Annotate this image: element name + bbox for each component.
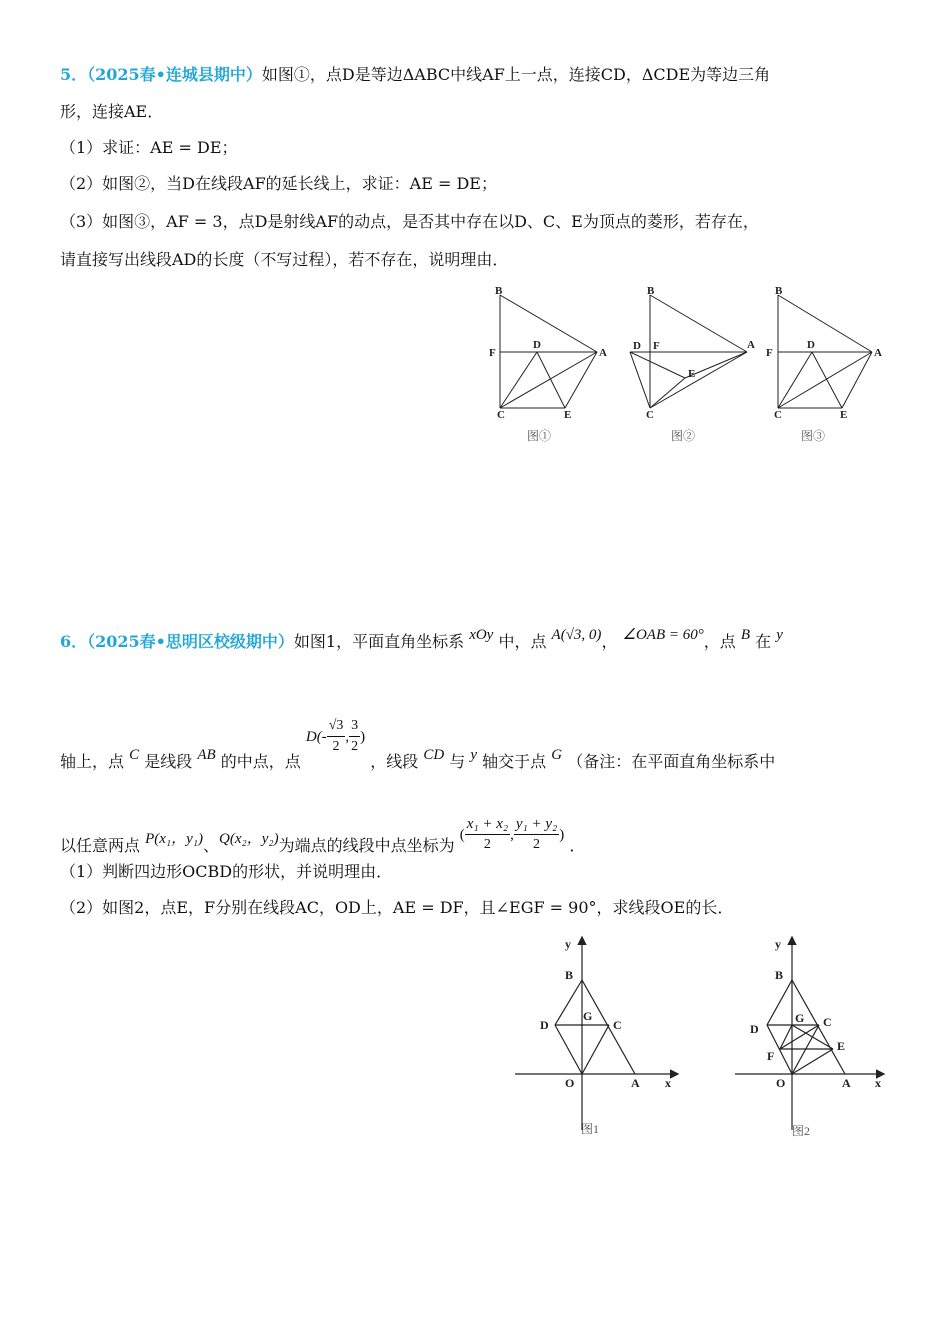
q6-point-g: G — [551, 747, 563, 763]
q6-stem-2f: 轴交于点 — [482, 752, 547, 771]
frac-den: 2 — [533, 837, 541, 852]
frac-num: 3 — [349, 716, 360, 737]
q5-fig1-caption: 图① — [527, 429, 552, 443]
q5-figures — [485, 280, 895, 450]
q6-number: 6． — [60, 632, 88, 651]
frac-num: x₁ + x₂ — [465, 814, 510, 835]
label-C: C — [823, 1015, 832, 1029]
q5-fig3-diagram — [778, 295, 872, 408]
q5-stem-1: 如图①，点D是等边ΔABC中线AF上一点，连接CD，ΔCDE为等边三角 — [261, 65, 771, 84]
q6-fig1-caption: 图1 — [581, 1122, 600, 1136]
q6-segment-cd: CD — [423, 747, 445, 763]
label-A: A — [842, 1076, 851, 1090]
q6-stem-3b: 、 — [203, 836, 220, 855]
q5-part-3a: （3）如图③，AF = 3，点D是射线AF的动点，是否其中存在以D、C、E为顶点的菱形，若存在， — [60, 212, 759, 231]
q5-source: （2025春•连城县期中） — [87, 65, 262, 84]
label-B: B — [565, 968, 574, 982]
label-C: C — [497, 409, 505, 421]
q5-line1 — [60, 65, 770, 85]
q6-stem-2b: 是线段 — [144, 752, 193, 771]
q6-stem-1d: 在 — [755, 632, 772, 651]
label-B: B — [775, 968, 784, 982]
q6-source: （2025春•思明区校级期中） — [87, 632, 294, 651]
q5-number: 5． — [60, 65, 88, 84]
q6-point-d-x-frac — [327, 716, 346, 757]
label-y: y — [775, 937, 781, 951]
label-E: E — [564, 409, 572, 421]
q6-point-b: B — [740, 627, 751, 643]
label-C: C — [774, 409, 782, 421]
label-A: A — [874, 347, 882, 359]
q5-fig2-labels — [633, 285, 755, 443]
label-B: B — [775, 285, 783, 297]
label-D: D — [750, 1022, 759, 1036]
label-E: E — [837, 1039, 846, 1053]
q6-line2 — [60, 718, 776, 783]
q6-fig1-labels — [540, 937, 671, 1136]
label-O: O — [565, 1076, 575, 1090]
label-D: D — [807, 339, 815, 351]
label-F: F — [653, 340, 660, 352]
q6-y-axis-2: y — [470, 747, 478, 763]
q5-fig3-labels — [766, 285, 882, 443]
q6-fig2-labels — [750, 937, 881, 1138]
q6-point-p: P(x₁，y₁) — [145, 831, 204, 847]
q6-point-c: C — [129, 747, 140, 763]
q6-stem-2a: 轴上，点 — [60, 752, 125, 771]
q6-point-d-y-frac — [349, 716, 360, 757]
label-B: B — [495, 285, 503, 297]
label-D: D — [540, 1018, 549, 1032]
q6-part-2: （2）如图2，点E，F分别在线段AC，OD上，AE = DF，且∠EGF = 90°，求线段OE的长． — [60, 898, 734, 917]
frac-den: 2 — [483, 837, 491, 852]
label-E: E — [840, 409, 848, 421]
q6-stem-1c: ，点 — [703, 632, 736, 651]
q5-fig2-caption: 图② — [671, 429, 696, 443]
label-y: y — [565, 937, 571, 951]
q5-stem-2: 形，连接AE． — [60, 102, 164, 121]
q5-part-1: （1）求证：AE = DE； — [60, 138, 238, 157]
q5-fig3-caption: 图③ — [801, 429, 826, 443]
q6-stem-2e: 与 — [449, 752, 466, 771]
q6-stem-2c: 的中点，点 — [220, 752, 301, 771]
q6-mid-y-frac — [514, 814, 559, 855]
q6-stem-3a: 以任意两点 — [60, 836, 141, 855]
frac-den: 2 — [351, 739, 359, 754]
label-G: G — [583, 1009, 593, 1023]
label-F: F — [489, 347, 496, 359]
label-x: x — [875, 1076, 881, 1090]
q6-stem-1b: 中，点 — [498, 632, 547, 651]
label-F: F — [766, 347, 773, 359]
label-C: C — [646, 409, 654, 421]
label-D: D — [533, 339, 541, 351]
q6-point-a: A(√3, 0) — [551, 627, 602, 643]
q6-midpoint-formula: ( $\frac{\text{x₁ + x₂}}{2}$ , $\frac{\text{y₁ + y₂}}{2}$ ) — [460, 824, 570, 843]
label-A: A — [599, 347, 607, 359]
q6-segment-ab: AB — [197, 747, 216, 763]
q6-part-1: （1）判断四边形OCBD的形状，并说明理由． — [60, 862, 393, 881]
label-G: G — [795, 1011, 805, 1025]
frac-num: √3 — [327, 716, 346, 737]
q6-coord-system: xOy — [469, 627, 494, 643]
q6-fig2-caption: 图2 — [792, 1124, 811, 1138]
label-B: B — [647, 285, 655, 297]
q6-fig1-diagram — [515, 938, 677, 1130]
q6-mid-x-frac — [465, 814, 510, 855]
frac-num: y₁ + y₂ — [514, 814, 559, 835]
q6-stem-2g: （备注：在平面直角坐标系中 — [567, 752, 776, 771]
q6-line3: 以任意两点 P(x₁，y₁)、Q(x₂，y₂)为端点的线段中点坐标为 ( $\frac{\text{x₁ + x₂}}{2}$ , $\frac{\text{y₁ + y₂}}{2}$ ) ． — [60, 816, 586, 855]
label-D: D — [633, 340, 641, 352]
q5-fig1-diagram — [500, 295, 597, 408]
q5-part-2: （2）如图②，当D在线段AF的延长线上，求证：AE = DE； — [60, 174, 497, 193]
frac-den: 2 — [332, 739, 340, 754]
label-F: F — [767, 1049, 775, 1063]
q6-angle-oab: ∠OAB = 60° — [622, 627, 704, 643]
q6-y-axis: y — [776, 627, 783, 643]
q6-line1: 6．（2025春•思明区校级期中）如图1，平面直角坐标系 xOy 中，点 A(√3, 0)， ∠OAB = 60°，点 B 在 y — [60, 627, 783, 651]
label-x: x — [665, 1076, 671, 1090]
q6-stem-3c: 为端点的线段中点坐标为 — [278, 836, 455, 855]
label-E: E — [688, 368, 696, 380]
q6-point-d-prefix: D(- — [305, 729, 327, 745]
label-O: O — [776, 1076, 786, 1090]
q5-fig2-diagram — [630, 295, 747, 408]
q6-figures — [505, 930, 895, 1145]
q6-stem-1a: 如图1，平面直角坐标系 — [293, 632, 465, 651]
q6-point-d: D(- $\frac{√3}{2}$ , $\frac{3}{2}$ ) — [306, 726, 370, 745]
q6-stem-2d: ，线段 — [370, 752, 419, 771]
q5-fig1-labels — [489, 285, 607, 443]
q6-point-q: Q(x₂，y₂) — [219, 831, 279, 847]
label-A: A — [631, 1076, 640, 1090]
label-C: C — [613, 1018, 622, 1032]
q5-part-3b: 请直接写出线段AD的长度（不写过程），若不存在，说明理由． — [60, 250, 509, 269]
label-A: A — [747, 339, 755, 351]
